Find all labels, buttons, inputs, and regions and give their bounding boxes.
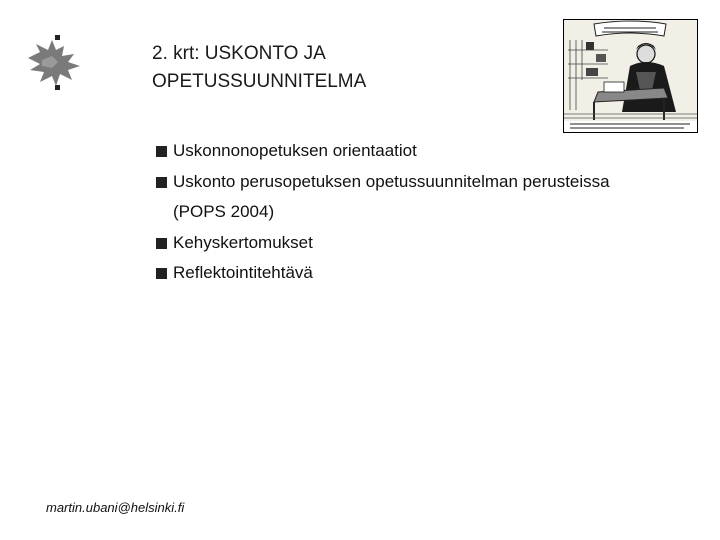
bullet-item-orientations: Uskonnonopetuksen orientaatiot bbox=[156, 136, 706, 167]
slide-title-line-1: 2. krt: USKONTO JA bbox=[152, 43, 326, 64]
bullet-item-reflection-task: Reflektointitehtävä bbox=[156, 258, 706, 289]
woodcut-scholar-image bbox=[563, 19, 698, 133]
helsinki-university-logo-icon bbox=[24, 34, 90, 98]
bullet-list bbox=[156, 136, 706, 289]
bullet-item-curriculum: Uskonto perusopetuksen opetussuunnitelman perusteissa bbox=[156, 167, 706, 198]
bullet-item-frame-narratives: Kehyskertomukset bbox=[156, 228, 706, 259]
footer-email: martin.ubani@helsinki.fi bbox=[46, 500, 185, 515]
slide-title bbox=[152, 40, 532, 96]
bullet-item-curriculum-continuation: (POPS 2004) bbox=[173, 202, 275, 221]
slide-title-line-2: OPETUSSUUNNITELMA bbox=[152, 71, 367, 92]
